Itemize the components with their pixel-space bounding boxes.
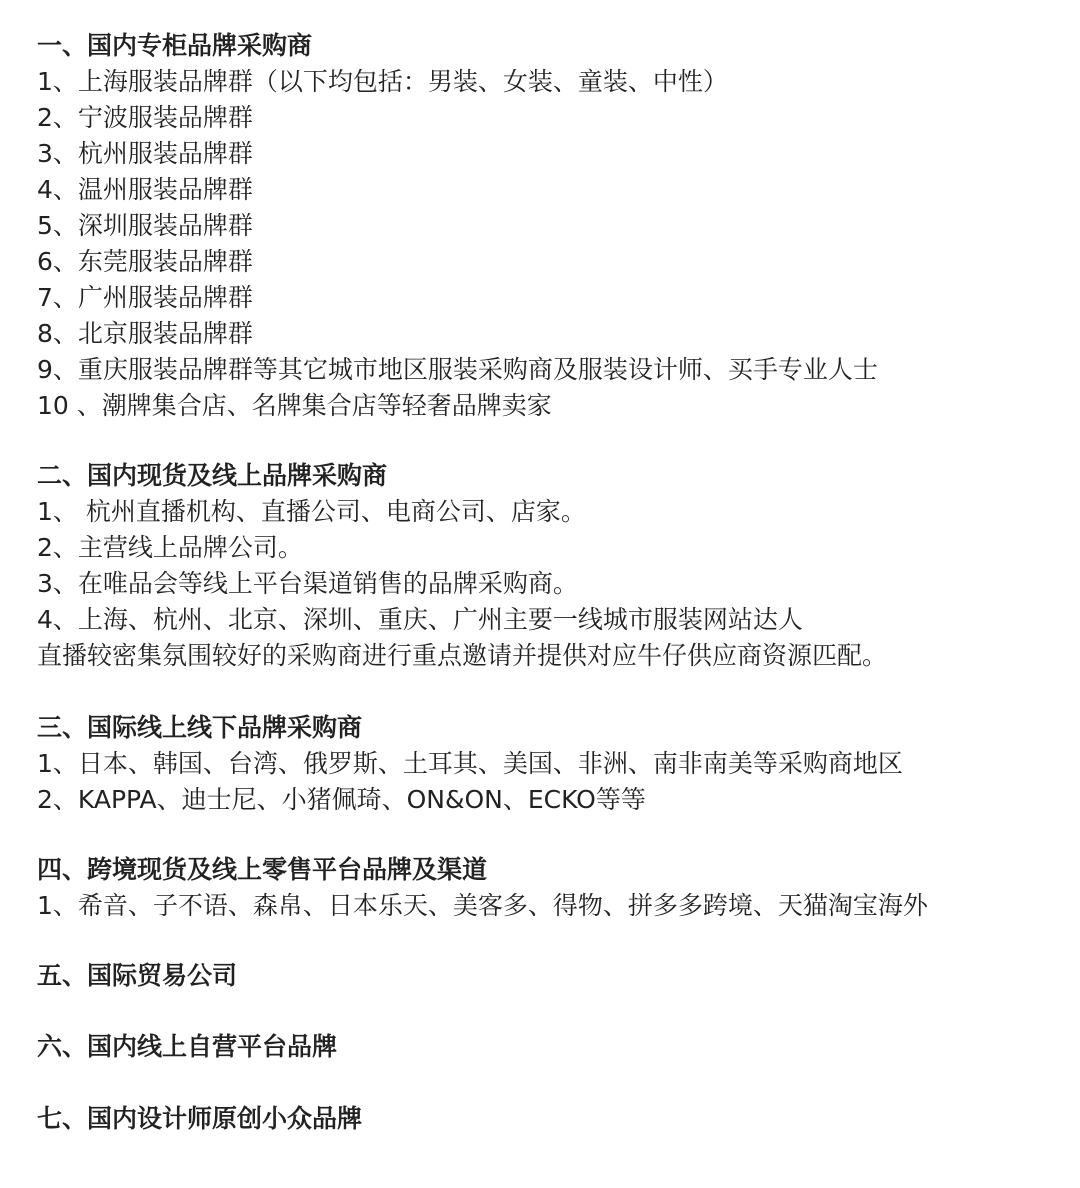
list-item: 1、 杭州直播机构、直播公司、电商公司、店家。: [37, 497, 586, 526]
section-heading: 一、国内专柜品牌采购商: [37, 31, 313, 60]
list-item: 3、在唯品会等线上平台渠道销售的品牌采购商。: [37, 569, 578, 598]
section-international-trade: [37, 958, 1072, 994]
section-heading: 四、跨境现货及线上零售平台品牌及渠道: [37, 855, 488, 884]
list-item: 10 、潮牌集合店、名牌集合店等轻奢品牌卖家: [37, 391, 552, 420]
list-item: 7、广州服装品牌群: [37, 283, 253, 312]
section-heading: 七、国内设计师原创小众品牌: [37, 1104, 363, 1133]
section-international-brand-buyers: [37, 710, 1072, 818]
section-heading: 三、国际线上线下品牌采购商: [37, 713, 363, 742]
list-item: 8、北京服装品牌群: [37, 319, 253, 348]
section-domestic-counter-brand-buyers: [37, 28, 1072, 424]
list-item: 2、主营线上品牌公司。: [37, 533, 303, 562]
list-item: 1、希音、子不语、森帛、日本乐天、美客多、得物、拼多多跨境、天猫淘宝海外: [37, 891, 928, 920]
list-item: 5、深圳服装品牌群: [37, 211, 253, 240]
list-item: 直播较密集氛围较好的采购商进行重点邀请并提供对应牛仔供应商资源匹配。: [37, 641, 888, 670]
section-designer-brands: [37, 1101, 1072, 1137]
section-heading: 六、国内线上自营平台品牌: [37, 1032, 338, 1061]
list-item: 3、杭州服装品牌群: [37, 139, 253, 168]
list-item: 9、重庆服装品牌群等其它城市地区服装采购商及服装设计师、买手专业人士: [37, 355, 878, 384]
list-item: 1、日本、韩国、台湾、俄罗斯、土耳其、美国、非洲、南非南美等采购商地区: [37, 749, 903, 778]
list-item: 4、上海、杭州、北京、深圳、重庆、广州主要一线城市服装网站达人: [37, 605, 803, 634]
section-heading: 五、国际贸易公司: [37, 961, 238, 990]
list-item: 4、温州服装品牌群: [37, 175, 253, 204]
section-domestic-self-operated: [37, 1029, 1072, 1065]
list-item: 2、KAPPA、迪士尼、小猪佩琦、ON&ON、ECKO等等: [37, 785, 646, 814]
list-item: 2、宁波服装品牌群: [37, 103, 253, 132]
list-item: 6、东莞服装品牌群: [37, 247, 253, 276]
document-body: [37, 28, 1072, 1173]
list-item: 1、上海服装品牌群（以下均包括：男装、女装、童装、中性）: [37, 67, 728, 96]
section-domestic-online-brand-buyers: [37, 458, 1072, 674]
section-heading: 二、国内现货及线上品牌采购商: [37, 461, 388, 490]
section-cross-border-platforms: [37, 852, 1072, 924]
